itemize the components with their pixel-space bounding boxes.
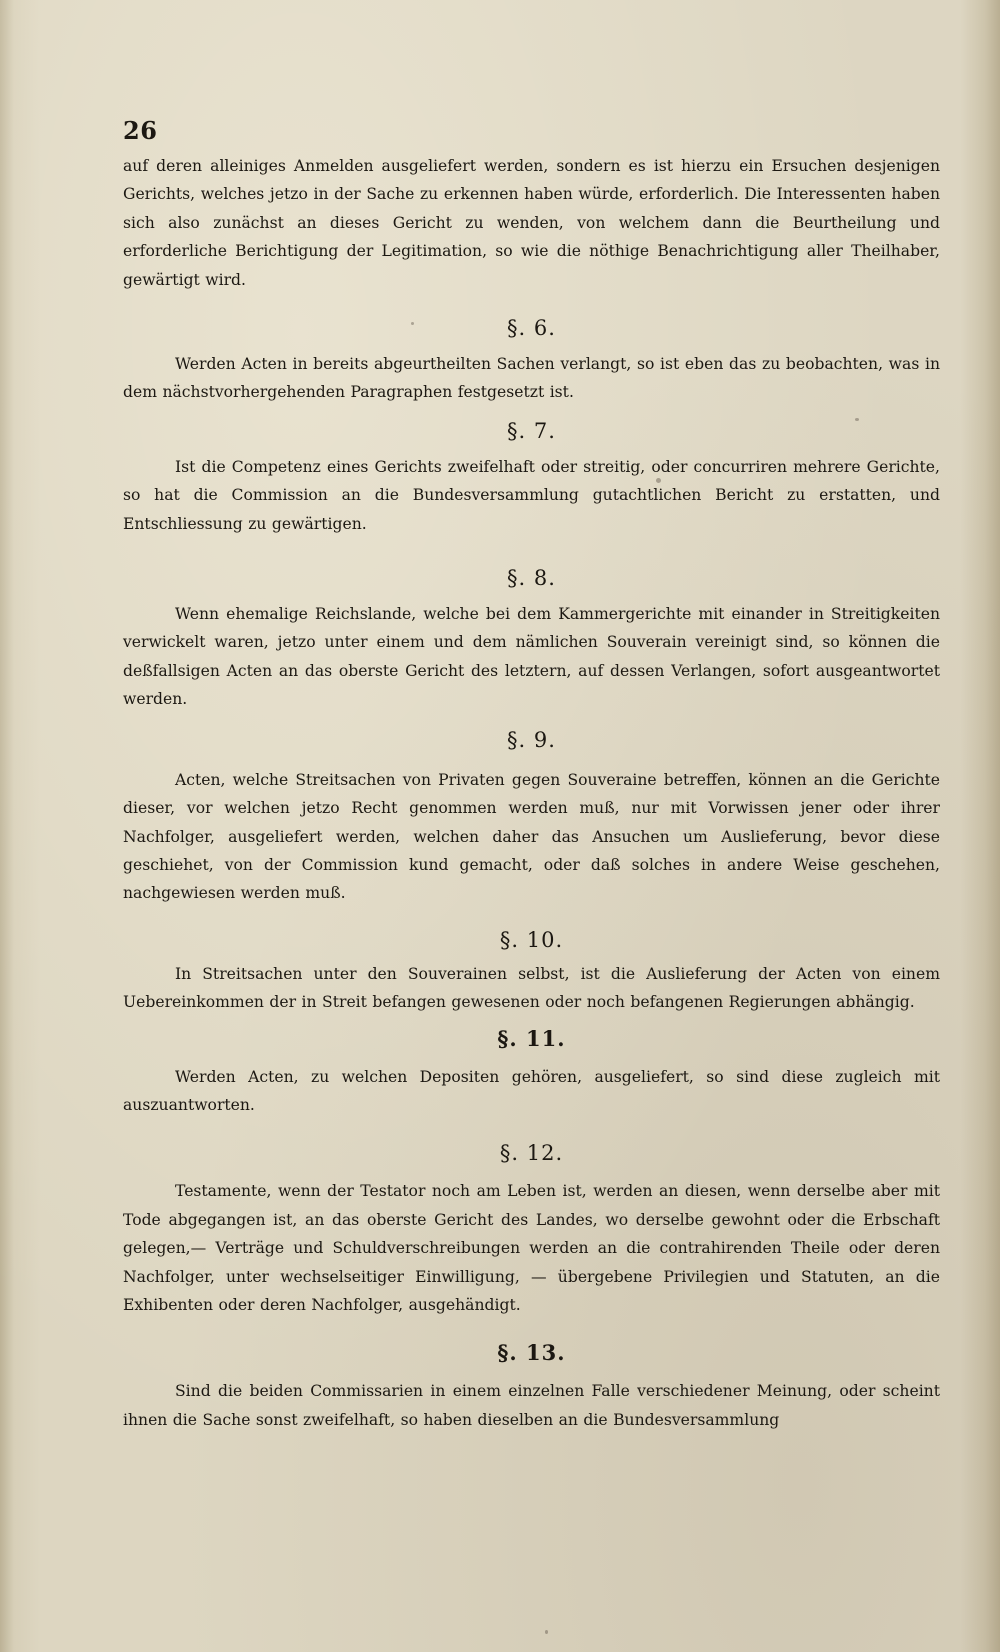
paragraph-section-12: Testamente, wenn der Testator noch am Leben ist, werden an diesen, wenn derselbe aber mit Tode abgegangen ist, an das oberste Gericht des Landes, wo derselbe gewohnt oder die Erbschaft gelegen,— Verträge und Schuldverschreibungen werden an die contrahirenden Theile oder deren Nachfolger, unter wechselseitiger Einwilligung, — übergebene Privilegien und Statuten, an die Exhibenten oder deren Nachfolger, ausgehändigt. (123, 1182, 940, 1314)
paragraph-section-9: Acten, welche Streitsachen von Privaten gegen Souveraine betreffen, können an die Gerichte dieser, vor welchen jetzo Recht genommen werden muß, nur mit Vorwissen jener oder ihrer Nachfolger, ausgeliefert werden, welchen daher das Ansuchen um Auslieferung, bevor diese geschiehet, von der Commission kund gemacht, oder daß solches in andere Weise geschehen, nachgewiesen werden muß. (123, 770, 940, 903)
section-heading-10: §. 10. (499, 927, 564, 952)
paragraph-section-10: In Streitsachen unter den Souverainen selbst, ist die Auslieferung der Acten von einem Uebereinkommen der in Streit befangen gewesenen oder noch befangenen Regierungen abhängig. (123, 964, 940, 1012)
paragraph-section-13: Sind die beiden Commissarien in einem einzelnen Falle verschiedener Meinung, oder scheint ihnen die Sache sonst zweifelhaft, so haben dieselben an die Bundesversammlung (123, 1382, 940, 1429)
section-heading-6: §. 6. (507, 316, 556, 341)
section-heading-12: §. 12. (499, 1141, 564, 1166)
paragraph-section-7: Ist die Competenz eines Gerichts zweifelhaft oder streitig, oder concurriren mehrere Gerichte, so hat die Commission an die Bundesversammlung gutachtlichen Bericht zu erstatten, und Entschliessung zu gewärtigen. (123, 457, 940, 533)
page-number: 26 (123, 116, 158, 145)
section-heading-9: §. 9. (507, 727, 556, 752)
section-heading-11: §. 11. (497, 1025, 566, 1051)
section-heading-13: §. 13. (497, 1340, 566, 1366)
paragraph-section-6: Werden Acten in bereits abgeurtheilten Sachen verlangt, so ist eben das zu beobachten, was in dem nächstvorhergehenden Paragraphen festgesetzt ist. (123, 355, 940, 402)
paragraph-intro: auf deren alleiniges Anmelden ausgeliefert werden, sondern es ist hierzu ein Ersuchen desjenigen Gerichts, welches jetzo in der Sache zu erkennen haben würde, erforderlich. Die Interessenten haben sich also zunächst an dieses Gericht zu wenden, von welchem dann die Beurtheilung und erforderliche Berichtigung der Legitimation, so wie die nöthige Benachrichtigung aller Theilhaber, gewärtigt wird. (123, 157, 940, 289)
section-heading-8: §. 8. (507, 566, 556, 591)
paragraph-section-8: Wenn ehemalige Reichslande, welche bei dem Kammergerichte mit einander in Streitigkeiten verwickelt waren, jetzo unter einem und dem nämlichen Souverain vereinigt sind, so können die deßfallsigen Acten an das oberste Gericht des letztern, auf dessen Verlangen, sofort ausgeantwortet werden. (123, 605, 940, 709)
page-body (123, 152, 940, 1434)
paper-speck (545, 1630, 548, 1634)
paragraph-section-11: Werden Acten, zu welchen Depositen gehören, ausgeliefert, so sind diese zugleich mit auszuantworten. (123, 1067, 940, 1114)
section-heading-7: §. 7. (507, 418, 556, 443)
